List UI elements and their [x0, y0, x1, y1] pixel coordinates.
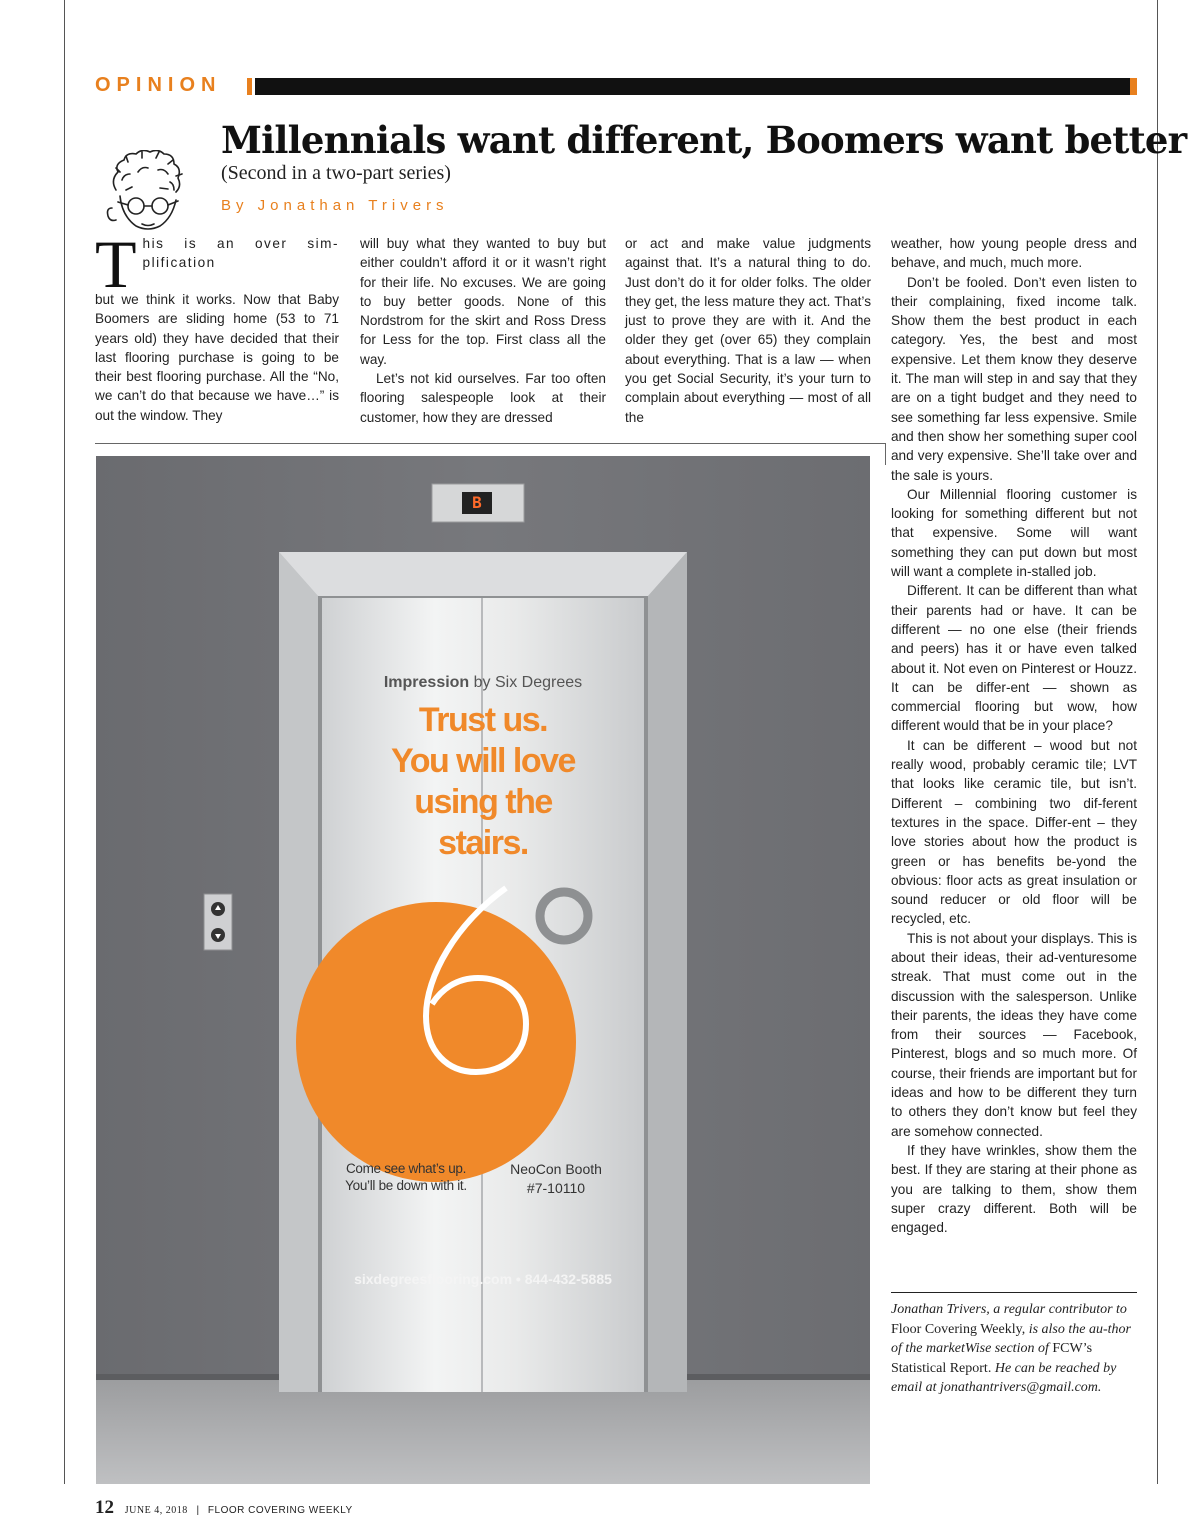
paragraph: weather, how young people dress and behave, and much, much more.: [891, 236, 1137, 271]
byline: By Jonathan Trivers: [221, 197, 449, 214]
drop-cap: T: [95, 226, 137, 302]
paragraph: will buy what they wanted to buy but either couldn’t afford it or it wasn’t right for their life. No excuses. We are going to buy better goods. None of this Nordstrom for the skirt and Ross Dress for Less for the top. First class all the way.: [360, 236, 606, 367]
subheadline: (Second in a two-part series): [221, 162, 451, 184]
ad-contact: sixdegreesflooring.com • 844-432-5885: [354, 1271, 612, 1287]
ad-brand-rest: by Six Degrees: [469, 674, 583, 691]
ad-headline-line: You will love: [391, 742, 575, 780]
section-label: OPINION: [95, 74, 222, 96]
bio-text: Jonathan Trivers, a regular contributor to: [891, 1302, 1127, 1317]
article-column-3: [625, 234, 871, 427]
paragraph: or act and make value judgments against that. It’s a natural thing to do. Just don’t do it for older folks. The older they get, the less mature they act. That’s just to prove they are with it. And the older they get (over 65) they complain about everything. That is a law — when you get Social Security, it’s your turn to complain about everything — most of all the: [625, 236, 871, 425]
ad-tagline-line: Come see what’s up.: [345, 1161, 467, 1176]
paragraph: Don’t be fooled. Don’t even listen to their complaining, fixed income talk. Show them the best product in each category. Yes, the best and most expensive. Let them know they deserve it. The man will step in and say that they are on a tight budget and they need to see something far less expensive. Smile and then show her something super cool and very expensive. She’ll take over and the sale is yours.: [891, 274, 1137, 483]
paragraph: Different. It can be different than what their parents had or have. It can be different — no one else (their friends and peers) has it or have even talked about it. Not even on Pinterest or Houzz. It can be differ-ent — shown as commercial flooring but wow, how different would that be in your place?: [891, 583, 1137, 734]
ad-tagline-left: [326, 1160, 486, 1194]
column-divider-vertical: [885, 443, 886, 465]
author-portrait-sketch: [98, 150, 198, 238]
paragraph: It can be different – wood but not really wood, probably ceramic tile; LVT that looks like ceramic tile, but isn’t. Different – combining two dif-ferent textures in the space. Differ-ent – they love stories about how the product is green or has benefits be-yond the obvious: floor acts as great insulation or sound reducer or old floor will be recycled, etc.: [891, 737, 1137, 927]
section-bar-accent-left: [247, 78, 252, 95]
page-number: 12: [95, 1497, 114, 1518]
article-column-2: [360, 234, 606, 427]
paragraph: Let’s not kid ourselves. Far too often flooring salespeople look at their customer, how they are dressed: [360, 371, 606, 425]
author-bio: [891, 1300, 1137, 1398]
bio-publication: FCW’s Statistical Report.: [891, 1341, 1093, 1376]
right-margin-line: [1157, 0, 1158, 1484]
paragraph: This is not about your displays. This is about their ideas, their ad-venturesome streak. That must come out in the discussion with the salesperson. Unlike their parents, the ideas they have come from their sources — Facebook, Pinterest, blogs and so much more. Of course, their friends are important but for ideas and how to be different they turn to others they don’t know but feel they are somehow connected.: [891, 930, 1137, 1139]
ad-headline-line: using the: [414, 783, 552, 821]
paragraph: but we think it works. Now that Baby Boomers are sliding home (53 to 71 years old) they have decided that their last flooring purchase is going to be their best flooring purchase. All the “No, we can’t do that because we have…” is out the window. They: [95, 292, 339, 423]
headline: Millennials want different, Boomers want better: [221, 118, 1187, 162]
paragraph: Our Millennial flooring customer is looking for something different but not that expensive. Some will want something they can put down but most will want a complete in-stalled job.: [891, 486, 1137, 580]
ad-headline-line: stairs.: [438, 824, 528, 862]
advertisement: [96, 456, 870, 1484]
ad-booth-info: [486, 1160, 626, 1198]
column-divider-rule: [95, 443, 885, 444]
section-bar: [255, 78, 1130, 95]
ad-headline-line: Trust us.: [418, 701, 548, 739]
article-column-4: [891, 234, 1137, 1237]
paragraph: If they have wrinkles, show them the best. If they are staring at their phone as you are talking to them, show them super crazy different. Both will be engaged.: [891, 1142, 1137, 1236]
ad-booth-line: #7-10110: [526, 1180, 586, 1196]
bio-text: is also the au-thor of the marketWise section of: [891, 1321, 1131, 1356]
issue-date: JUNE 4, 2018: [124, 1505, 188, 1516]
article-column-1: [95, 226, 339, 425]
lead-text: his is an over sim-plification: [142, 236, 339, 271]
ad-booth-line: NeoCon Booth: [510, 1161, 602, 1177]
section-bar-accent-right: [1130, 78, 1137, 95]
elevator-ad-art: [96, 456, 870, 1484]
publication-name: FLOOR COVERING WEEKLY: [207, 1505, 353, 1516]
left-margin-line: [64, 0, 65, 1484]
bio-text: He can be reached by email at jonathantrivers@gmail.com.: [891, 1360, 1117, 1395]
bio-publication: Floor Covering Weekly,: [891, 1321, 1026, 1337]
ad-brand: [326, 674, 640, 692]
footer-separator: |: [196, 1505, 200, 1516]
ad-tagline-line: You’ll be down with it.: [345, 1178, 467, 1193]
bio-divider-rule: [891, 1292, 1137, 1293]
ad-headline: [326, 700, 640, 864]
floor-indicator: B: [472, 493, 482, 512]
ad-brand-bold: Impression: [383, 674, 470, 691]
